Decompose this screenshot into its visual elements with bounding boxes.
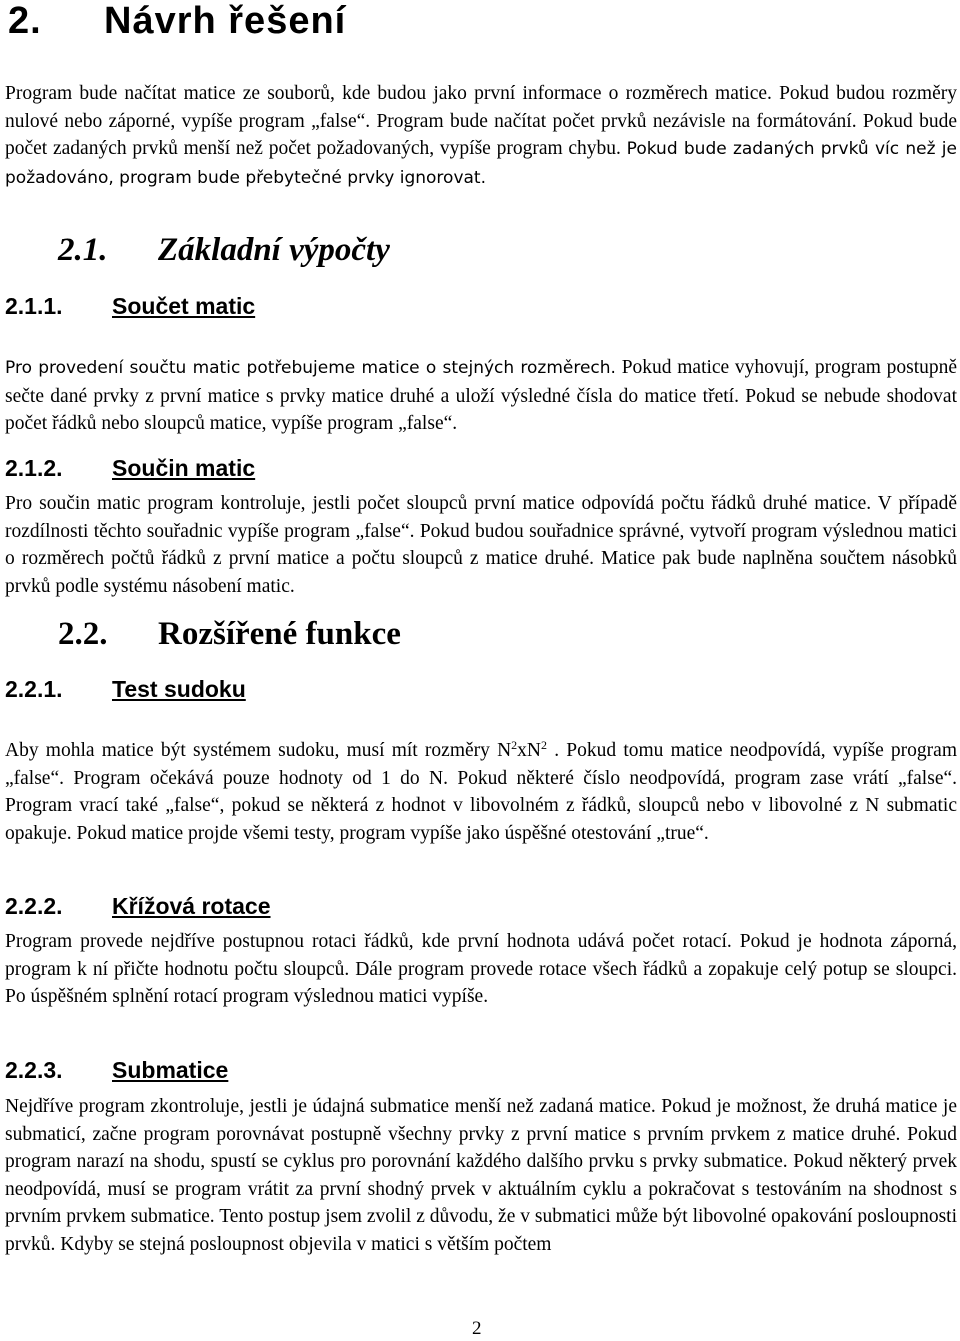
subsection-2-1-2-heading <box>5 455 255 482</box>
subsection-2-2-2-heading <box>5 893 271 920</box>
subsection-number: 2.2.3. <box>5 1057 63 1083</box>
section-title: Základní výpočty <box>158 232 390 268</box>
subsection-number: 2.2.2. <box>5 893 63 919</box>
section-number: 2.2. <box>58 616 108 652</box>
subsection-2-2-2-text: Program provede nejdříve postupnou rotaci řádků, kde první hodnota udává počet rotací. Pokud je hodnota záporná, program k ní přičte hodnotu počtu sloupců. Dále program provede rotace všech řádků a zopakuje celý potup se sloupci. Po úspěšném splnění rotací program výslednou matici vypíše. <box>5 931 957 1007</box>
subsection-number: 2.1.1. <box>5 293 63 319</box>
subsection-2-2-1-text <box>5 737 957 847</box>
subsection-title: Křížová rotace <box>112 893 271 919</box>
intro-text-2: Pokud bude zadaných prvků víc než je požadováno, program bude přebytečné prvky ignorovat. <box>5 139 957 188</box>
chapter-title: Návrh řešení <box>104 0 347 42</box>
subsection-2-1-2-text: Pro součin matic program kontroluje, jestli počet sloupců první matice odpovídá počtu řádků druhé matice. V případě rozdílnosti těchto souřadnic vypíše program „false“. Pokud budou souřadnice správné, vytvoří program výslednou matici o rozměrech počtů řádků z první matice a počtu sloupců z matice druhé. Matice pak bude naplněna součtem násobků prvků podle systému násobení matic. <box>5 493 957 597</box>
intro-text-1: Program bude načítat matice ze souborů, kde budou jako první informace o rozměrech matice. Pokud budou rozměry nulové nebo záporné, vypíše program „false“. Program bude načítat počet prvků nezávisle na formátování. Pokud bude počet zadaných prvků menší než počet požadovaných, vypíše program chybu. <box>5 83 957 159</box>
sudoku-text-mid: xN <box>517 740 542 761</box>
sudoku-sup-2: 2 <box>541 738 548 752</box>
subsection-number: 2.2.1. <box>5 676 63 702</box>
subsection-title: Test sudoku <box>112 676 246 702</box>
intro-paragraph <box>5 80 957 192</box>
sum-text-1: Pro provedení součtu matic potřebujeme matice o stejných rozměrech. <box>5 358 616 378</box>
subsection-number: 2.1.2. <box>5 455 63 481</box>
subsection-title: Submatice <box>112 1057 229 1083</box>
subsection-2-2-1-heading <box>5 676 246 703</box>
sudoku-text-post: . Pokud tomu matice neodpovídá, vypíše program „false“. Program očekává pouze hodnoty od 1 do N. Pokud některé číslo neodpovídá, program zase vrátí „false“. Program vrací také „false“, pokud se některá z hodnot v libovolném z řádků, sloupců nebo v libovolné z N submatic opakuje. Pokud matice projde všemi testy, program vypíše jako úspěšné otestování „true“. <box>5 740 957 844</box>
subsection-title: Součet matic <box>112 293 256 319</box>
section-2-1-heading <box>58 232 390 269</box>
subsection-title: Součin matic <box>112 455 256 481</box>
subsection-2-2-3-heading <box>5 1057 228 1084</box>
page-number: 2 <box>472 1318 482 1339</box>
section-2-2-heading <box>58 616 401 653</box>
section-title: Rozšířené funkce <box>158 616 401 652</box>
sum-text-2: Pokud matice vyhovují, program postupně sečte dané prvky z první matice s prvky matice druhé a uloží výsledné čísla do matice třetí. Pokud se nebude shodovat počet řádků nebo sloupců matice, vypíše program „false“. <box>5 357 958 434</box>
chapter-heading <box>8 0 346 43</box>
chapter-number: 2. <box>8 0 42 42</box>
subsection-2-1-1-text <box>5 354 957 438</box>
sudoku-text-pre: Aby mohla matice být systémem sudoku, musí mít rozměry N <box>5 740 512 761</box>
sudoku-sup-1: 2 <box>511 738 518 752</box>
subsection-2-1-1-heading <box>5 293 255 320</box>
subsection-2-2-3-text: Nejdříve program zkontroluje, jestli je údajná submatice menší než zadaná matice. Pokud je možnost, že druhá matice je submaticí, začne program porovnávat postupně všechny prvky z první matice s prvním prvkem z matice druhé. Pokud program narazí na shodu, spustí se cyklus pro porovnání každého dalšího prvku s prvky submatice. Pokud některý prvek neodpovídá, musí se program vrátit za první shodný prvek v aktuálním cyklu a pokračovat s testováním na shodnost s prvním prvkem submatice. Tento postup jsem zvolil z důvodu, že v submatici může být libovolné opakování posloupnosti prvků. Kdyby se stejná posloupnost objevila v matici s větším počtem <box>5 1096 957 1255</box>
section-number: 2.1. <box>58 232 108 268</box>
